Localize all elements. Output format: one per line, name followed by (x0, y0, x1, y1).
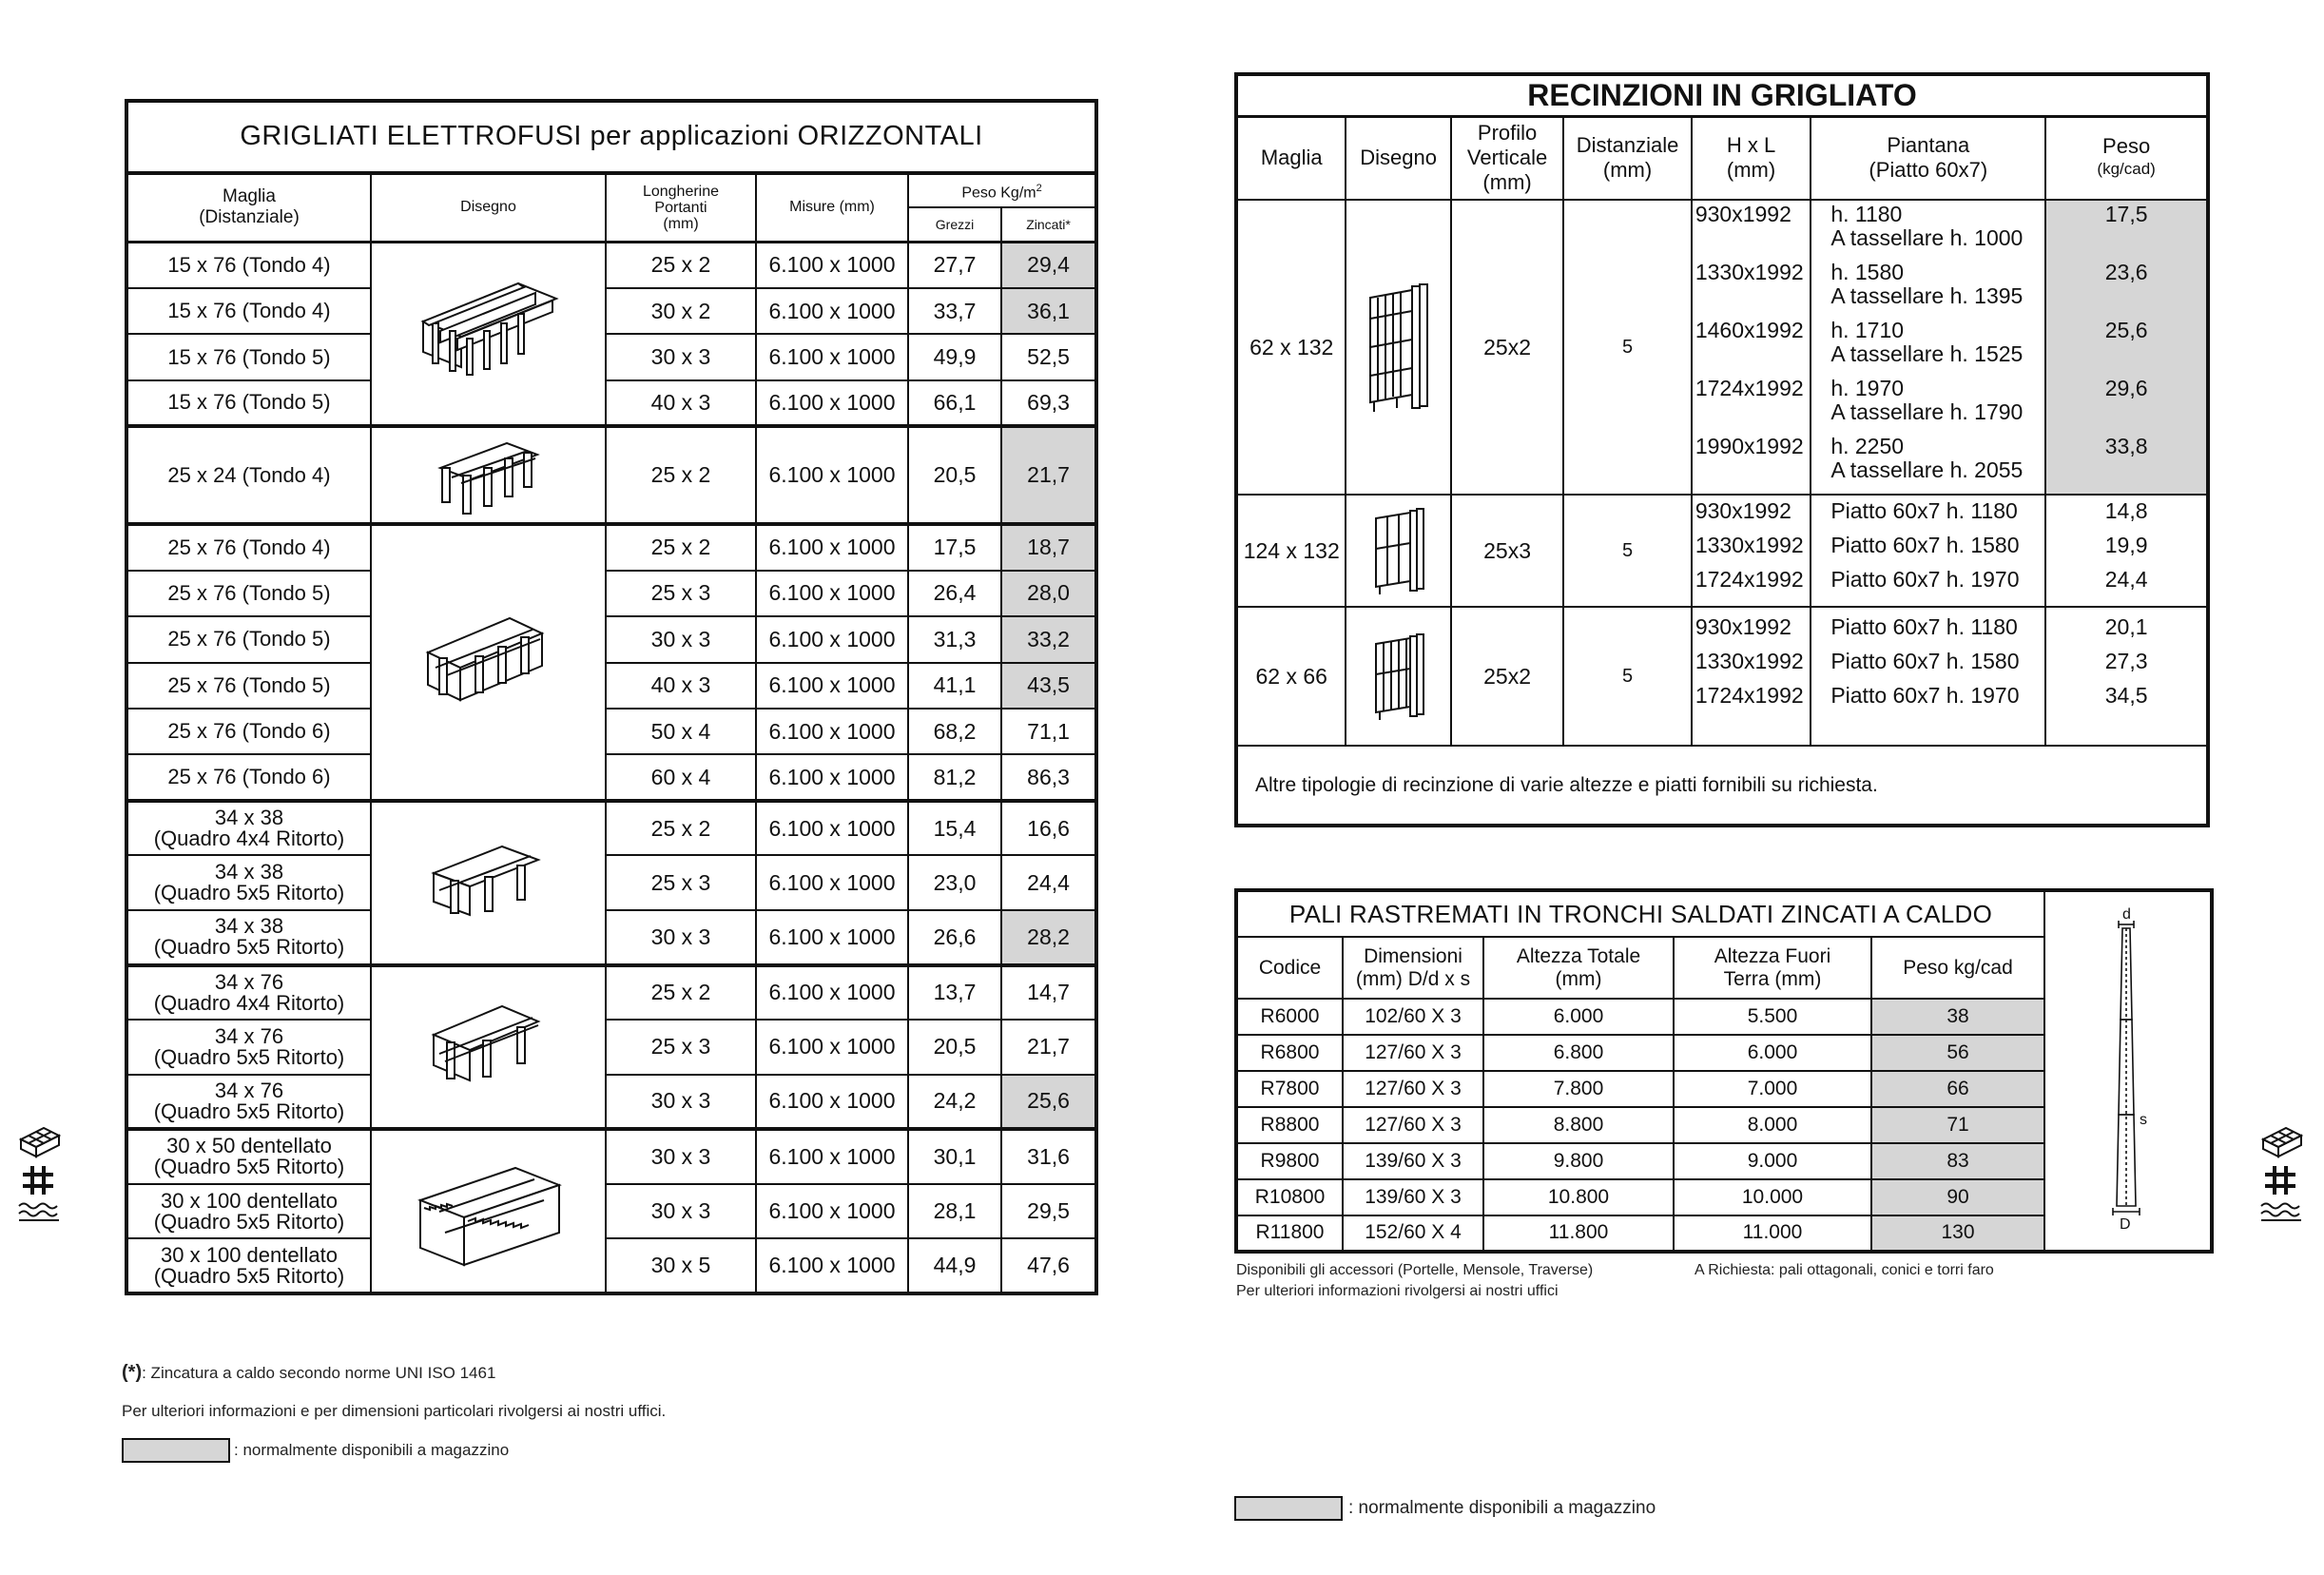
fence-drawing-2 (1368, 505, 1429, 596)
pole-label-side: s (2139, 1112, 2147, 1128)
header-peso-sup: 2 (1036, 182, 1042, 194)
pali-fuori: 7.000 (1674, 1071, 1871, 1107)
grigliati-row (126, 965, 1096, 1021)
pali-peso: 66 (1871, 1071, 2044, 1107)
grigliati-row (126, 754, 1096, 800)
row-grezzi: 33,7 (908, 288, 1001, 334)
row-grezzi: 41,1 (908, 663, 1001, 709)
row-maglia: 25 x 76 (Tondo 5) (126, 571, 371, 616)
grigliati-row (126, 334, 1096, 379)
pali-dim: 139/60 X 3 (1343, 1143, 1483, 1179)
pole-label-bottom: D (2119, 1216, 2131, 1229)
fence-drawing-1 (1361, 281, 1437, 414)
row-longherine: 30 x 3 (606, 1075, 756, 1130)
row-zincati: 29,5 (1001, 1184, 1096, 1239)
row-longherine: 30 x 5 (606, 1238, 756, 1293)
row-maglia: 34 x 76 (Quadro 4x4 Ritorto) (126, 965, 371, 1021)
row-zincati: 86,3 (1001, 754, 1096, 800)
row-grezzi: 31,3 (908, 616, 1001, 662)
pali-tot: 10.800 (1483, 1179, 1674, 1215)
row-misure: 6.100 x 1000 (756, 288, 908, 334)
row-maglia: 34 x 76 (Quadro 5x5 Ritorto) (126, 1020, 371, 1075)
row-zincati: 71,1 (1001, 709, 1096, 754)
rec-peso: 25,6 (2104, 318, 2148, 342)
row-maglia: 25 x 76 (Tondo 4) (126, 524, 371, 570)
pali-tot: 9.800 (1483, 1143, 1674, 1179)
rec-hxl-list (1692, 495, 1811, 607)
grigliati-row (126, 426, 1096, 524)
row-maglia: 34 x 38 (Quadro 4x4 Ritorto) (126, 801, 371, 856)
row-maglia: 25 x 76 (Tondo 6) (126, 709, 371, 754)
grigliati-row (126, 1020, 1096, 1075)
row-misure: 6.100 x 1000 (756, 426, 908, 524)
row-misure: 6.100 x 1000 (756, 334, 908, 379)
hash-icon (2259, 1162, 2305, 1198)
rec-piantana: Piatto 60x7 h. 1580 (1830, 533, 2020, 557)
row-misure: 6.100 x 1000 (756, 754, 908, 800)
hash-icon (17, 1162, 63, 1198)
row-longherine: 60 x 4 (606, 754, 756, 800)
pali-peso: 83 (1871, 1143, 2044, 1179)
pali-peso: 38 (1871, 999, 2044, 1035)
row-grezzi: 28,1 (908, 1184, 1001, 1239)
row-maglia: 30 x 50 dentellato (Quadro 5x5 Ritorto) (126, 1129, 371, 1184)
row-longherine: 40 x 3 (606, 663, 756, 709)
rec-piantana: Piatto 60x7 h. 1180 (1830, 498, 2018, 523)
row-grezzi: 66,1 (908, 380, 1001, 426)
rec-piantana: h. 2250 A tassellare h. 2055 (1830, 434, 2024, 482)
grigliati-info: Per ulteriori informazioni e per dimensioni particolari rivolgersi ai nostri uffici. (122, 1402, 667, 1420)
row-misure: 6.100 x 1000 (756, 524, 908, 570)
pali-table (1234, 888, 2214, 1254)
pali-header-dimensioni: Dimensioni (mm) D/d x s (1343, 937, 1483, 999)
rec-disegno (1346, 607, 1450, 746)
rec-peso: 19,9 (2104, 533, 2148, 557)
pali-note-info: Per ulteriori informazioni rivolgersi ai nostri uffici (1236, 1283, 1559, 1299)
rec-piantana: Piatto 60x7 h. 1970 (1830, 567, 2020, 592)
recinzioni-table (1234, 72, 2210, 827)
pali-tot: 6.800 (1483, 1035, 1674, 1071)
row-maglia: 34 x 38 (Quadro 5x5 Ritorto) (126, 855, 371, 910)
row-grezzi: 24,2 (908, 1075, 1001, 1130)
rec-distanziale: 5 (1563, 200, 1692, 495)
rec-profilo: 25x2 (1451, 607, 1563, 746)
row-longherine: 30 x 3 (606, 1129, 756, 1184)
row-longherine: 25 x 3 (606, 571, 756, 616)
rec-peso: 24,4 (2104, 567, 2148, 592)
row-grezzi: 13,7 (908, 965, 1001, 1021)
header-grezzi: Grezzi (908, 207, 1001, 242)
rec-hxl: 930x1992 (1695, 498, 1791, 523)
pali-title: PALI RASTREMATI IN TRONCHI SALDATI ZINCATI A CALDO (1236, 890, 2044, 937)
rec-piantana: Piatto 60x7 h. 1970 (1830, 683, 2020, 708)
row-grezzi: 68,2 (908, 709, 1001, 754)
pali-header-altezza-fuori: Altezza Fuori Terra (mm) (1674, 937, 1871, 999)
rec-hxl: 1724x1992 (1695, 567, 1804, 592)
row-longherine: 25 x 2 (606, 801, 756, 856)
row-zincati: 47,6 (1001, 1238, 1096, 1293)
header-longherine: Longherine Portanti (mm) (606, 173, 756, 243)
row-longherine: 25 x 3 (606, 1020, 756, 1075)
rec-distanziale: 5 (1563, 495, 1692, 607)
rec-piantana: h. 1970 A tassellare h. 1790 (1830, 376, 2024, 424)
row-longherine: 25 x 2 (606, 426, 756, 524)
pali-dim: 152/60 X 4 (1343, 1215, 1483, 1252)
rec-header-peso (2045, 116, 2208, 200)
rec-peso: 33,8 (2104, 434, 2148, 458)
rec-peso: 27,3 (2104, 649, 2148, 673)
row-maglia: 15 x 76 (Tondo 5) (126, 380, 371, 426)
header-peso-label: Peso Kg/m (961, 185, 1036, 202)
row-misure: 6.100 x 1000 (756, 1020, 908, 1075)
side-icons-right (2259, 1124, 2309, 1223)
pole-label-top: d (2121, 906, 2131, 923)
row-longherine: 30 x 3 (606, 910, 756, 965)
row-zincati: 31,6 (1001, 1129, 1096, 1184)
grigliati-row (126, 380, 1096, 426)
pali-note-richiesta: A Richiesta: pali ottagonali, conici e torri faro (1695, 1262, 1994, 1278)
row-zincati: 18,7 (1001, 524, 1096, 570)
rec-header-maglia: Maglia (1236, 116, 1346, 200)
row-zincati: 36,1 (1001, 288, 1096, 334)
row-grezzi: 49,9 (908, 334, 1001, 379)
row-zincati: 28,0 (1001, 571, 1096, 616)
rec-peso: 34,5 (2104, 683, 2148, 708)
row-misure: 6.100 x 1000 (756, 1184, 908, 1239)
water-waves-icon (17, 1200, 63, 1223)
header-disegno: Disegno (371, 173, 606, 243)
row-maglia: 30 x 100 dentellato (Quadro 5x5 Ritorto) (126, 1238, 371, 1293)
pali-codice: R8800 (1236, 1107, 1343, 1143)
grigliati-row (126, 709, 1096, 754)
rec-hxl: 1724x1992 (1695, 376, 1804, 400)
rec-hxl: 1330x1992 (1695, 649, 1804, 673)
grigliati-row (126, 288, 1096, 334)
row-maglia: 15 x 76 (Tondo 5) (126, 334, 371, 379)
row-zincati: 14,7 (1001, 965, 1096, 1021)
row-maglia: 15 x 76 (Tondo 4) (126, 242, 371, 287)
pali-tot: 7.800 (1483, 1071, 1674, 1107)
grigliati-row (126, 524, 1096, 570)
pali-header-peso: Peso kg/cad (1871, 937, 2044, 999)
row-zincati: 69,3 (1001, 380, 1096, 426)
row-grezzi: 26,4 (908, 571, 1001, 616)
pali-peso: 56 (1871, 1035, 2044, 1071)
pali-dim: 102/60 X 3 (1343, 999, 1483, 1035)
recinzioni-note: Altre tipologie di recinzione di varie altezze e piatti fornibili su richiesta. (1236, 746, 2208, 826)
rec-header-profilo: Profilo Verticale (mm) (1451, 116, 1563, 200)
row-maglia: 25 x 76 (Tondo 5) (126, 663, 371, 709)
grigliati-row (126, 910, 1096, 965)
row-misure: 6.100 x 1000 (756, 616, 908, 662)
grating-drawing-4 (426, 839, 550, 926)
rec-profilo: 25x2 (1451, 200, 1563, 495)
pali-codice: R9800 (1236, 1143, 1343, 1179)
pali-fuori: 9.000 (1674, 1143, 1871, 1179)
grigliati-row (126, 1238, 1096, 1293)
header-misure: Misure (mm) (756, 173, 908, 243)
rec-maglia: 62 x 66 (1236, 607, 1346, 746)
rec-hxl-list (1692, 607, 1811, 746)
row-misure: 6.100 x 1000 (756, 801, 908, 856)
rec-piantana: Piatto 60x7 h. 1580 (1830, 649, 2020, 673)
rec-disegno (1346, 495, 1450, 607)
recinzioni-title: RECINZIONI IN GRIGLIATO (1236, 74, 2208, 116)
rec-distanziale: 5 (1563, 607, 1692, 746)
row-maglia: 30 x 100 dentellato (Quadro 5x5 Ritorto) (126, 1184, 371, 1239)
pali-codice: R6000 (1236, 999, 1343, 1035)
grigliati-row (126, 242, 1096, 287)
row-misure: 6.100 x 1000 (756, 1129, 908, 1184)
rec-peso: 23,6 (2104, 260, 2148, 284)
rec-piantana-list (1811, 495, 2045, 607)
rec-hxl: 1724x1992 (1695, 683, 1804, 708)
footnote-text: : Zincatura a caldo secondo norme UNI ISO 1461 (142, 1364, 496, 1382)
rec-peso: 20,1 (2104, 614, 2148, 639)
legend-text: : normalmente disponibili a magazzino (234, 1441, 510, 1459)
rec-hxl-list (1692, 200, 1811, 495)
pali-peso: 71 (1871, 1107, 2044, 1143)
row-grezzi: 23,0 (908, 855, 1001, 910)
row-grezzi: 20,5 (908, 1020, 1001, 1075)
grigliati-title: GRIGLIATI ELETTROFUSI per applicazioni ORIZZONTALI (126, 101, 1096, 173)
pali-codice: R10800 (1236, 1179, 1343, 1215)
rec-peso-list (2045, 607, 2208, 746)
rec-peso-list (2045, 495, 2208, 607)
pali-note-accessori: Disponibili gli accessori (Portelle, Mensole, Traverse) (1236, 1262, 1594, 1278)
row-misure: 6.100 x 1000 (756, 1238, 908, 1293)
pali-tot: 11.800 (1483, 1215, 1674, 1252)
rec-maglia: 62 x 132 (1236, 200, 1346, 495)
grigliati-table (125, 99, 1098, 1295)
row-zincati: 25,6 (1001, 1075, 1096, 1130)
pole-diagram (2090, 905, 2166, 1229)
rec-piantana: h. 1710 A tassellare h. 1525 (1830, 318, 2024, 366)
grigliati-footnote (122, 1362, 495, 1384)
rec-header-piantana: Piantana (Piatto 60x7) (1811, 116, 2045, 200)
row-longherine: 25 x 2 (606, 965, 756, 1021)
rec-peso: 17,5 (2104, 202, 2148, 226)
grigliati-row (126, 616, 1096, 662)
rec-piantana: Piatto 60x7 h. 1180 (1830, 614, 2018, 639)
grigliati-row (126, 571, 1096, 616)
row-misure: 6.100 x 1000 (756, 242, 908, 287)
pali-dim: 139/60 X 3 (1343, 1179, 1483, 1215)
row-misure: 6.100 x 1000 (756, 855, 908, 910)
row-grezzi: 20,5 (908, 426, 1001, 524)
header-zincati: Zincati* (1001, 207, 1096, 242)
pali-peso: 90 (1871, 1179, 2044, 1215)
row-longherine: 30 x 3 (606, 1184, 756, 1239)
rec-disegno (1346, 200, 1450, 495)
row-longherine: 25 x 2 (606, 242, 756, 287)
row-misure: 6.100 x 1000 (756, 663, 908, 709)
rec-header-peso-label: Peso (2102, 134, 2151, 159)
pali-fuori: 5.500 (1674, 999, 1871, 1035)
row-misure: 6.100 x 1000 (756, 380, 908, 426)
pali-fuori: 10.000 (1674, 1179, 1871, 1215)
row-zincati: 33,2 (1001, 616, 1096, 662)
row-longherine: 30 x 2 (606, 288, 756, 334)
row-longherine: 25 x 3 (606, 855, 756, 910)
row-longherine: 30 x 3 (606, 334, 756, 379)
row-maglia: 25 x 76 (Tondo 6) (126, 754, 371, 800)
row-grezzi: 17,5 (908, 524, 1001, 570)
row-zincati: 16,6 (1001, 801, 1096, 856)
grigliati-row (126, 855, 1096, 910)
rec-header-hxl: H x L (mm) (1692, 116, 1811, 200)
grating-drawing-2 (433, 439, 547, 517)
pali-fuori: 6.000 (1674, 1035, 1871, 1071)
rec-hxl: 1990x1992 (1695, 434, 1804, 458)
row-misure: 6.100 x 1000 (756, 709, 908, 754)
row-longherine: 25 x 2 (606, 524, 756, 570)
pali-tot: 8.800 (1483, 1107, 1674, 1143)
rec-hxl: 1460x1992 (1695, 318, 1804, 342)
row-zincati: 52,5 (1001, 334, 1096, 379)
water-waves-icon (2259, 1200, 2305, 1223)
row-zincati: 43,5 (1001, 663, 1096, 709)
row-zincati: 21,7 (1001, 426, 1096, 524)
row-zincati: 24,4 (1001, 855, 1096, 910)
grating-icon (17, 1124, 63, 1160)
rec-header-distanziale: Distanziale (mm) (1563, 116, 1692, 200)
pali-codice: R6800 (1236, 1035, 1343, 1071)
row-grezzi: 27,7 (908, 242, 1001, 287)
pali-dim: 127/60 X 3 (1343, 1107, 1483, 1143)
pali-header-codice: Codice (1236, 937, 1343, 999)
legend-swatch (1234, 1496, 1343, 1521)
pali-diagram-cell (2044, 890, 2212, 1252)
row-grezzi: 26,6 (908, 910, 1001, 965)
pali-tot: 6.000 (1483, 999, 1674, 1035)
pali-codice: R7800 (1236, 1071, 1343, 1107)
rec-piantana-list (1811, 200, 2045, 495)
grigliati-row (126, 1129, 1096, 1184)
grigliati-row (126, 1184, 1096, 1239)
rec-piantana: h. 1580 A tassellare h. 1395 (1830, 260, 2024, 308)
pali-legend (1234, 1496, 1656, 1521)
rec-piantana-list (1811, 607, 2045, 746)
rec-header-peso-unit: (kg/cad) (2097, 160, 2156, 179)
grigliati-row (126, 663, 1096, 709)
rec-hxl: 930x1992 (1695, 202, 1791, 226)
grigliati-legend (122, 1438, 509, 1463)
rec-hxl: 930x1992 (1695, 614, 1791, 639)
rec-peso: 14,8 (2104, 498, 2148, 523)
row-longherine: 40 x 3 (606, 380, 756, 426)
rec-maglia: 124 x 132 (1236, 495, 1346, 607)
row-maglia: 15 x 76 (Tondo 4) (126, 288, 371, 334)
row-misure: 6.100 x 1000 (756, 910, 908, 965)
row-grezzi: 15,4 (908, 801, 1001, 856)
grating-icon (2259, 1124, 2305, 1160)
row-grezzi: 44,9 (908, 1238, 1001, 1293)
row-zincati: 28,2 (1001, 910, 1096, 965)
row-grezzi: 81,2 (908, 754, 1001, 800)
pali-dim: 127/60 X 3 (1343, 1035, 1483, 1071)
pali-codice: R11800 (1236, 1215, 1343, 1252)
pali-fuori: 11.000 (1674, 1215, 1871, 1252)
row-grezzi: 30,1 (908, 1129, 1001, 1184)
grating-drawing-1 (414, 276, 566, 380)
row-maglia: 34 x 76 (Quadro 5x5 Ritorto) (126, 1075, 371, 1130)
rec-hxl: 1330x1992 (1695, 260, 1804, 284)
rec-piantana: h. 1180 A tassellare h. 1000 (1830, 202, 2024, 250)
row-misure: 6.100 x 1000 (756, 965, 908, 1021)
grating-drawing-6 (411, 1162, 569, 1273)
row-misure: 6.100 x 1000 (756, 571, 908, 616)
grating-drawing-3 (418, 609, 552, 713)
pali-fuori: 8.000 (1674, 1107, 1871, 1143)
rec-peso: 29,6 (2104, 376, 2148, 400)
side-icons-left (17, 1124, 67, 1223)
grigliati-row (126, 1075, 1096, 1130)
row-zincati: 21,7 (1001, 1020, 1096, 1075)
rec-hxl: 1330x1992 (1695, 533, 1804, 557)
grating-drawing-5 (426, 999, 550, 1092)
header-maglia: Maglia (Distanziale) (126, 173, 371, 243)
legend-swatch (122, 1438, 230, 1463)
rec-header-disegno: Disegno (1346, 116, 1450, 200)
row-zincati: 29,4 (1001, 242, 1096, 287)
row-longherine: 30 x 3 (606, 616, 756, 662)
fence-drawing-3 (1368, 631, 1429, 722)
row-misure: 6.100 x 1000 (756, 1075, 908, 1130)
legend-text: : normalmente disponibili a magazzino (1348, 1498, 1656, 1518)
pali-peso: 130 (1871, 1215, 2044, 1252)
pali-dim: 127/60 X 3 (1343, 1071, 1483, 1107)
row-longherine: 50 x 4 (606, 709, 756, 754)
rec-profilo: 25x3 (1451, 495, 1563, 607)
pali-header-altezza-totale: Altezza Totale (mm) (1483, 937, 1674, 999)
header-peso (908, 173, 1096, 207)
row-maglia: 25 x 24 (Tondo 4) (126, 426, 371, 524)
grigliati-row (126, 801, 1096, 856)
row-maglia: 25 x 76 (Tondo 5) (126, 616, 371, 662)
footnote-mark: (*) (122, 1362, 143, 1383)
rec-peso-list (2045, 200, 2208, 495)
row-maglia: 34 x 38 (Quadro 5x5 Ritorto) (126, 910, 371, 965)
